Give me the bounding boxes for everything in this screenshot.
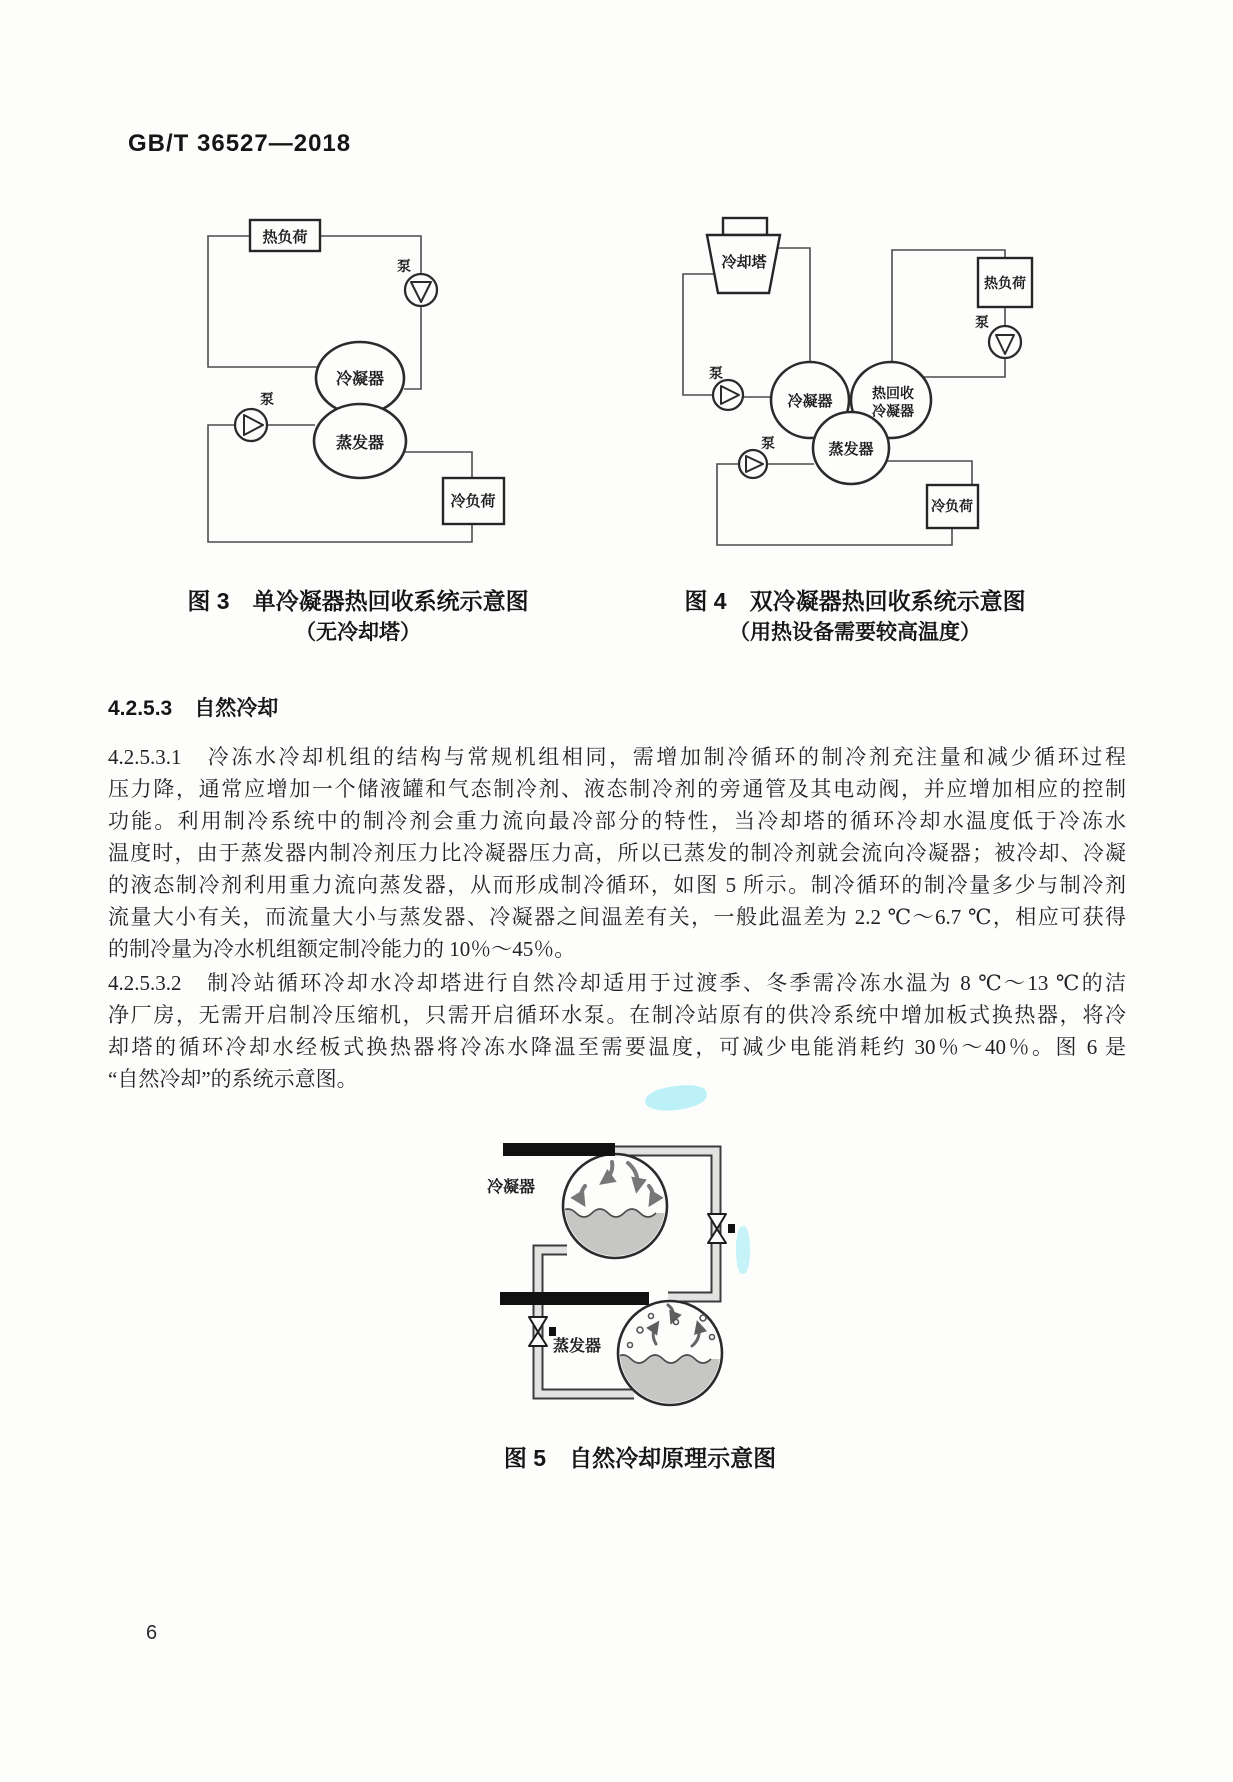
body-line: 的液态制冷剂利用重力流向蒸发器，从而形成制冷循环，如图 5 所示。制冷循环的制冷量多少与制冷剂 bbox=[108, 873, 1126, 897]
fig4-condenser-label: 冷凝器 bbox=[787, 393, 833, 410]
fig4-pump-left-label: 泵 bbox=[709, 365, 723, 381]
section-number: 4.2.5.3 bbox=[108, 697, 173, 720]
fig4-evaporator-label: 蒸发器 bbox=[828, 441, 874, 458]
fig3-heat-load-label: 热负荷 bbox=[262, 229, 308, 246]
body-line: 功能。利用制冷系统中的制冷剂会重力流向最冷部分的特性，当冷却塔的循环冷却水温度低于冷冻水 bbox=[108, 809, 1126, 833]
body-line: 流量大小有关，而流量大小与蒸发器、冷凝器之间温差有关，一般此温差为 2.2 ℃～6.7 ℃，相应可获得 bbox=[108, 905, 1126, 929]
section-heading bbox=[108, 692, 278, 722]
figure4-caption-sub: （用热设备需要较高温度） bbox=[729, 621, 981, 644]
body-line: 净厂房，无需开启制冷压缩机，只需开启循环水泵。在制冷站原有的供冷系统中增加板式换热器，将冷 bbox=[108, 1003, 1126, 1027]
fig3-evaporator-label: 蒸发器 bbox=[335, 435, 385, 452]
fig5-condenser-label: 冷凝器 bbox=[486, 1179, 536, 1196]
fig4-heat-recovery-label-1: 热回收 bbox=[872, 385, 914, 401]
paragraph-4-2-5-3-1 bbox=[108, 741, 1126, 965]
fig3-evap-to-coldload-line bbox=[403, 452, 472, 478]
fig5-condenser-water bbox=[558, 1209, 670, 1262]
fig4-pump-bottom-label: 泵 bbox=[761, 435, 775, 451]
figure4-diagram bbox=[670, 185, 1050, 560]
body-line: 却塔的循环冷却水经板式换热器将冷冻水降温至需要温度，可减少电能消耗约 30％～40％。图 6 是 bbox=[108, 1035, 1126, 1059]
figure3-caption-title: 图 3 单冷凝器热回收系统示意图 bbox=[187, 588, 529, 614]
fig5-left-pipe-fill bbox=[538, 1250, 634, 1394]
fig3-pump-right-label: 泵 bbox=[397, 258, 411, 274]
fig4-pump-right-label: 泵 bbox=[975, 314, 989, 330]
figure4-caption-title: 图 4 双冷凝器热回收系统示意图 bbox=[684, 588, 1026, 614]
fig4-heat-recovery-label-2: 冷凝器 bbox=[872, 403, 914, 419]
fig3-condenser-label: 冷凝器 bbox=[335, 371, 385, 388]
section-title: 自然冷却 bbox=[194, 697, 279, 720]
fig5-middle-header-bar bbox=[500, 1292, 649, 1305]
body-line: 压力降，通常应增加一个储液罐和气态制冷剂、液态制冷剂的旁通管及其电动阀，并应增加相应的控制 bbox=[108, 777, 1126, 801]
figure4-caption bbox=[620, 586, 1090, 650]
body-line: 的制冷量为冷水机组额定制冷能力的 10％～45％。 bbox=[108, 937, 576, 961]
figure5-caption-title: 图 5 自然冷却原理示意图 bbox=[503, 1445, 777, 1471]
fig3-left-loop-line bbox=[208, 236, 317, 367]
figure5-caption bbox=[390, 1443, 890, 1473]
fig4-heat-load-label: 热负荷 bbox=[984, 275, 1026, 291]
figure5-diagram bbox=[420, 1135, 770, 1425]
fig5-top-header-bar bbox=[503, 1143, 615, 1156]
figure3-caption bbox=[138, 586, 578, 650]
fig4-pump3-return-line bbox=[924, 358, 1005, 377]
fig4-evap-to-coldload-line bbox=[887, 461, 972, 485]
fig5-evaporator-water bbox=[613, 1355, 725, 1410]
fig5-evaporator-label: 蒸发器 bbox=[552, 1338, 602, 1355]
page-number: 6 bbox=[146, 1622, 158, 1644]
figure3-diagram bbox=[150, 185, 520, 555]
standard-number: GB/T 36527—2018 bbox=[128, 130, 352, 157]
paragraph-4-2-5-3-2 bbox=[108, 967, 1126, 1095]
fig3-cold-load-label: 冷负荷 bbox=[450, 493, 496, 510]
fig4-cold-load-label: 冷负荷 bbox=[931, 498, 973, 514]
fig5-left-pipe bbox=[538, 1250, 634, 1394]
fig3-pump-left-label: 泵 bbox=[260, 391, 274, 407]
body-line: 4.2.5.3.2 制冷站循环冷却水冷却塔进行自然冷却适用于过渡季、冬季需冷冻水温为 8 ℃～13 ℃的洁 bbox=[108, 971, 1126, 995]
body-line: 4.2.5.3.1 冷冻水冷却机组的结构与常规机组相同，需增加制冷循环的制冷剂充注量和减少循环过程 bbox=[108, 745, 1126, 769]
fig4-tower-top-rect bbox=[723, 218, 767, 235]
fig3-pump-to-condenser-line bbox=[404, 306, 421, 389]
figure3-caption-sub: （无冷却塔） bbox=[295, 621, 421, 644]
fig4-tower-right-line bbox=[777, 248, 810, 363]
body-line: “自然冷却”的系统示意图。 bbox=[108, 1067, 358, 1091]
body-line: 温度时，由于蒸发器内制冷剂压力比冷凝器压力高，所以已蒸发的制冷剂就会流向冷凝器；被冷却、冷凝 bbox=[108, 841, 1126, 865]
fig4-cooling-tower-label: 冷却塔 bbox=[721, 254, 767, 271]
